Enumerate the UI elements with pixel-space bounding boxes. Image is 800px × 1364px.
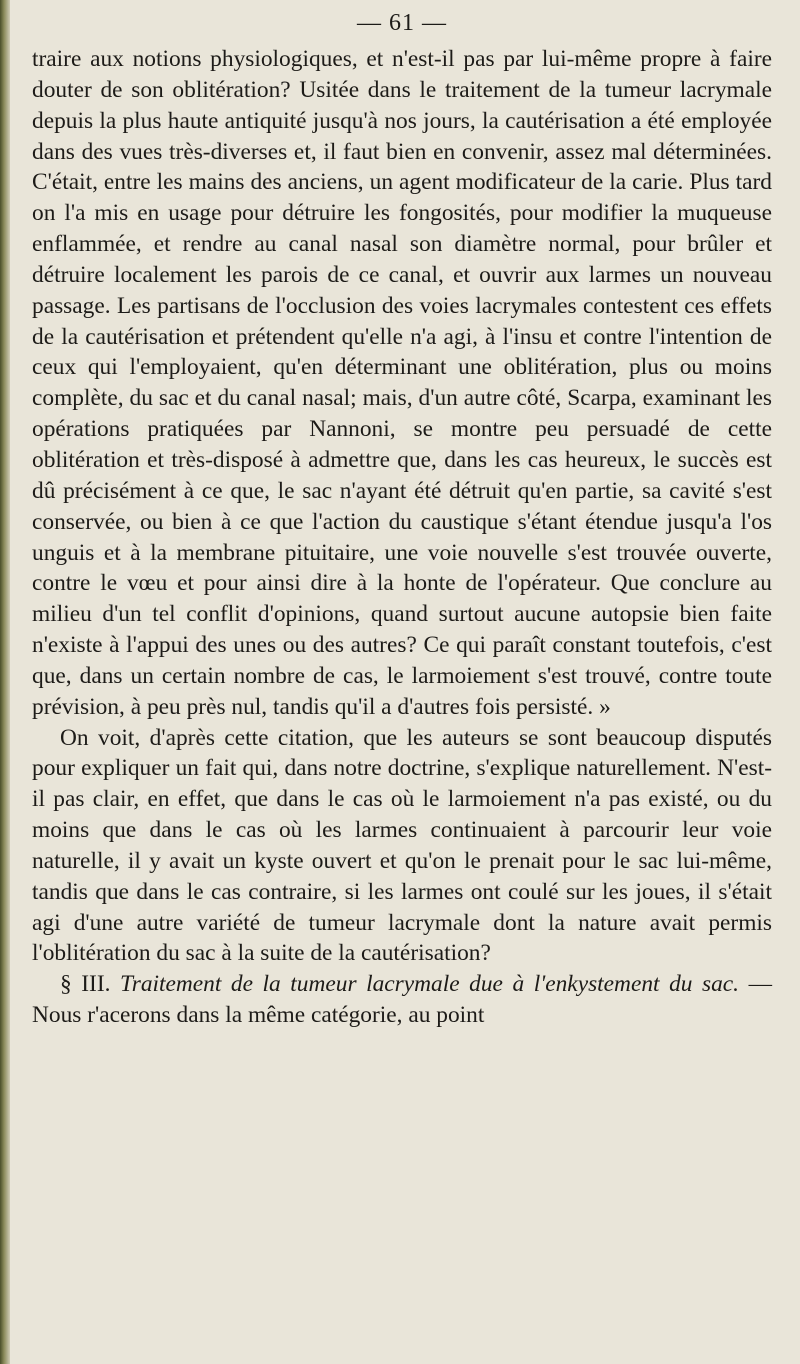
paragraph-continued: traire aux notions physiologiques, et n'est-il pas par lui-même propre à faire douter de son oblitération? Usitée dans le traitement de la tumeur lacrymale depuis la plus haute antiquité jusqu'à nos jours, la cautérisation a été employée dans des vues très-diverses et, il faut bien en convenir, assez mal déterminées. C'était, entre les mains des anciens, un agent modificateur de la carie. Plus tard on l'a mis en usage pour détruire les fongosités, pour modifier la muqueuse enflammée, et rendre au canal nasal son diamètre normal, pour brûler et détruire localement les parois de ce canal, et ouvrir aux larmes un nouveau passage. Les partisans de l'occlusion des voies lacrymales contestent ces effets de la cautérisation et prétendent qu'elle n'a agi, à l'insu et contre l'intention de ceux qui l'employaient, qu'en déterminant une oblitération, plus ou moins complète, du sac et du canal nasal; mais, d'un autre côté, Scarpa, examinant les opérations pratiquées par Nannoni, se montre peu persuadé de cette oblitération et très-disposé à admettre que, dans les cas heureux, le succès est dû précisément à ce que, le sac n'ayant été détruit qu'en partie, sa cavité s'est conservée, ou bien à ce que l'action du caustique s'étant étendue jusqu'a l'os unguis et à la membrane pituitaire, une voie nouvelle s'est trouvée ouverte, contre le vœu et pour ainsi dire à la honte de l'opérateur. Que conclure au milieu d'un tel conflit d'opinions, quand surtout aucune autopsie bien faite n'existe à l'appui des unes ou des autres? Ce qui paraît constant toutefois, c'est que, dans un certain nombre de cas, le larmoiement s'est trouvé, contre toute prévision, à peu près nul, tandis qu'il a d'autres fois persisté. » [32, 46, 772, 720]
paragraph: On voit, d'après cette citation, que les auteurs se sont beaucoup disputés pour expliquer un fait qui, dans notre doctrine, s'explique naturellement. N'est-il pas clair, en effet, que dans le cas où le larmoiement n'a pas existé, ou du moins que dans le cas où les larmes continuaient à parcourir leur voie naturelle, il y avait un kyste ouvert et qu'on le prenait pour le sac lui-même, tandis que dans le cas contraire, si les larmes ont coulé sur les joues, il s'était agi d'une autre variété de tumeur lacrymale dont la nature avait permis l'oblitération du sac à la suite de la cautérisation? [32, 724, 772, 967]
page-number: — 61 — [357, 10, 447, 36]
section-title: Traitement de la tumeur lacrymale due à l'enkystement du sac. [120, 971, 740, 998]
book-page [32, 6, 772, 1356]
section-heading [32, 969, 772, 1031]
section-number: § III. [60, 971, 111, 998]
section-text: — Nous r'acerons dans la même catégorie, au point [32, 971, 772, 1029]
page-body [32, 44, 772, 1031]
binding-edge [0, 0, 10, 1364]
